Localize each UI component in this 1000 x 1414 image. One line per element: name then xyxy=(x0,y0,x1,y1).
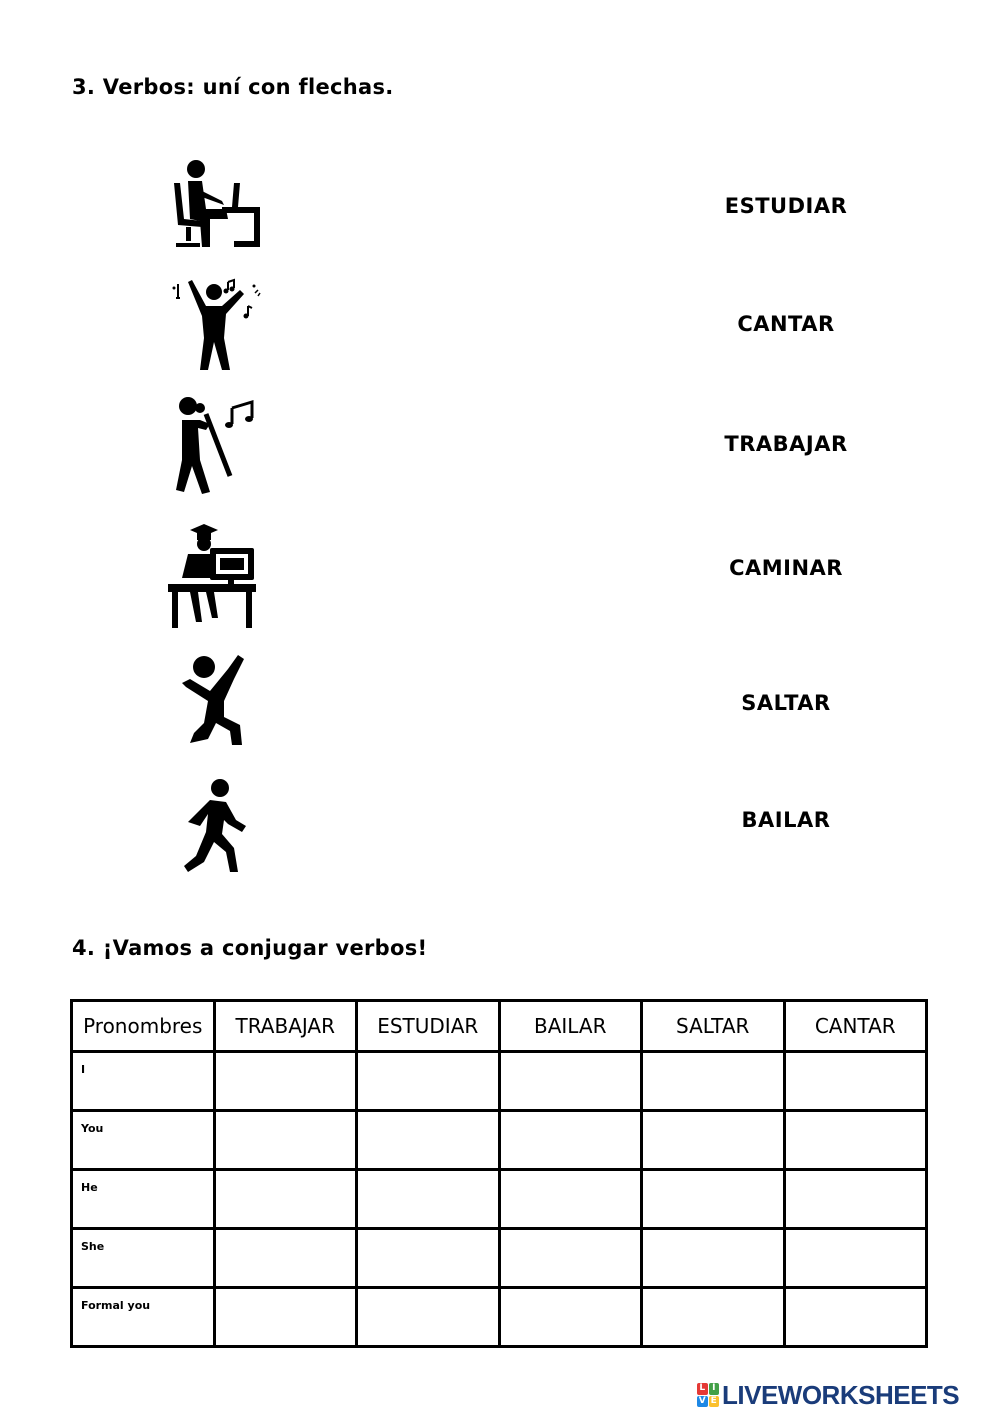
answer-cell[interactable] xyxy=(642,1288,785,1347)
conjugation-table xyxy=(70,999,928,1348)
table-row xyxy=(72,1229,927,1288)
answer-cell[interactable] xyxy=(642,1052,785,1111)
answer-cell[interactable] xyxy=(214,1170,357,1229)
answer-cell[interactable] xyxy=(214,1288,357,1347)
answer-cell[interactable] xyxy=(642,1111,785,1170)
answer-cell[interactable] xyxy=(499,1170,642,1229)
table-row xyxy=(72,1288,927,1347)
pronoun-cell: She xyxy=(72,1229,215,1288)
header-pronombres: Pronombres xyxy=(72,1001,215,1052)
answer-cell[interactable] xyxy=(357,1229,500,1288)
answer-cell[interactable] xyxy=(357,1111,500,1170)
table-row xyxy=(72,1111,927,1170)
verb-label-estudiar[interactable]: ESTUDIAR xyxy=(724,194,848,218)
answer-cell[interactable] xyxy=(499,1111,642,1170)
dancing-person-icon xyxy=(168,276,262,372)
section-4-title: 4. ¡Vamos a conjugar verbos! xyxy=(72,936,428,960)
pronoun-cell: Formal you xyxy=(72,1288,215,1347)
section-3-title: 3. Verbos: uní con flechas. xyxy=(72,75,394,99)
pronoun-cell: You xyxy=(72,1111,215,1170)
answer-cell[interactable] xyxy=(499,1229,642,1288)
verb-label-cantar[interactable]: CANTAR xyxy=(737,312,835,336)
answer-cell[interactable] xyxy=(784,1170,927,1229)
answer-cell[interactable] xyxy=(784,1229,927,1288)
table-header-row xyxy=(72,1001,927,1052)
verb-label-saltar[interactable]: SALTAR xyxy=(741,691,831,715)
liveworksheets-logo-mark-icon: L I V E xyxy=(697,1383,719,1407)
answer-cell[interactable] xyxy=(784,1288,927,1347)
answer-cell[interactable] xyxy=(214,1111,357,1170)
answer-cell[interactable] xyxy=(784,1052,927,1111)
header-saltar: SALTAR xyxy=(642,1001,785,1052)
jumping-person-icon xyxy=(180,653,250,749)
pronoun-cell: He xyxy=(72,1170,215,1229)
pronoun-cell: I xyxy=(72,1052,215,1111)
verb-label-caminar[interactable]: CAMINAR xyxy=(729,556,843,580)
liveworksheets-logo-text: LIVEWORKSHEETS xyxy=(722,1379,960,1410)
answer-cell[interactable] xyxy=(499,1052,642,1111)
answer-cell[interactable] xyxy=(642,1229,785,1288)
graduate-at-computer-icon xyxy=(166,522,258,630)
answer-cell[interactable] xyxy=(214,1229,357,1288)
verb-label-bailar[interactable]: BAILAR xyxy=(741,808,831,832)
answer-cell[interactable] xyxy=(357,1170,500,1229)
answer-cell[interactable] xyxy=(642,1170,785,1229)
table-row xyxy=(72,1052,927,1111)
answer-cell[interactable] xyxy=(357,1288,500,1347)
header-estudiar: ESTUDIAR xyxy=(357,1001,500,1052)
header-trabajar: TRABAJAR xyxy=(214,1001,357,1052)
table-row xyxy=(72,1170,927,1229)
liveworksheets-logo xyxy=(697,1380,959,1410)
header-cantar: CANTAR xyxy=(784,1001,927,1052)
answer-cell[interactable] xyxy=(214,1052,357,1111)
answer-cell[interactable] xyxy=(499,1288,642,1347)
header-bailar: BAILAR xyxy=(499,1001,642,1052)
studying-at-desk-icon xyxy=(166,157,262,251)
verb-label-trabajar[interactable]: TRABAJAR xyxy=(724,432,848,456)
answer-cell[interactable] xyxy=(357,1052,500,1111)
singing-person-icon xyxy=(170,394,262,496)
answer-cell[interactable] xyxy=(784,1111,927,1170)
walking-person-icon xyxy=(182,776,248,874)
